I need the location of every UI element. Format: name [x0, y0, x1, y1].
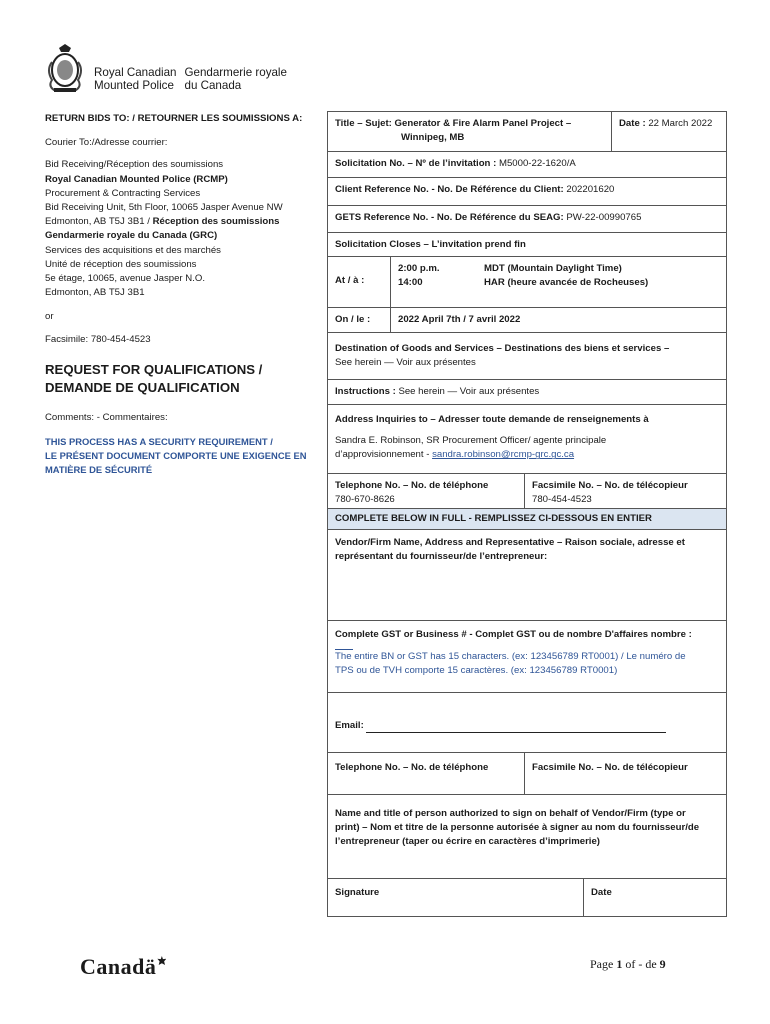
- inquiries-label: Address Inquiries to – Adresser toute demande de renseignements à: [335, 414, 649, 425]
- time-24h: 14:00: [398, 277, 423, 289]
- return-bids-heading: RETURN BIDS TO: / RETOURNER LES SOUMISSIONS A:: [45, 113, 303, 124]
- gst-blank-line: [335, 642, 353, 650]
- time-12h: 2:00 p.m.: [398, 263, 440, 274]
- client-ref-label: Client Reference No. - No. De Référence du Client:: [335, 184, 564, 195]
- vendor-row[interactable]: [328, 529, 726, 620]
- or-text: or: [45, 311, 54, 323]
- complete-below-banner: COMPLETE BELOW IN FULL - REMPLISSEZ CI-DESSOUS EN ENTIER: [328, 508, 726, 529]
- canada-wordmark: Canadä: [80, 954, 166, 980]
- comments-label: Comments: - Commentaires:: [45, 411, 168, 423]
- rcmp-crest-logo: [44, 44, 86, 94]
- client-ref-row: [328, 177, 726, 205]
- facsimile-text: Facsimile: 780-454-4523: [45, 333, 151, 345]
- title-label: Title – Sujet:: [335, 118, 392, 129]
- left-column: [45, 112, 315, 478]
- agency-name: [94, 66, 287, 92]
- vendor-label-2: représentant du fournisseur/de l’entrepreneur:: [335, 551, 548, 563]
- destination-value: See herein — Voir aux présentes: [335, 357, 476, 369]
- rfq-title: REQUEST FOR QUALIFICATIONS / DEMANDE DE QUALIFICATION: [45, 361, 263, 395]
- address-line: Services des acquisitions et des marchés: [45, 244, 221, 256]
- title-value-2: Winnipeg, MB: [401, 132, 465, 144]
- title-value: Generator & Fire Alarm Panel Project –: [394, 118, 572, 129]
- inquiries-email-link[interactable]: sandra.robinson@rcmp-grc.gc.ca: [432, 449, 575, 461]
- address-line: Royal Canadian Mounted Police (RCMP): [45, 173, 228, 185]
- flag-icon: [157, 956, 166, 965]
- address-line: Edmonton, AB T5J 3B1: [45, 287, 145, 299]
- date-label: Date :: [619, 118, 646, 129]
- authorized-label-3: l’entrepreneur (taper ou écrire en caractères d’imprimerie): [335, 836, 600, 848]
- at-row: [328, 256, 726, 307]
- agency-fr-line-2: du Canada: [184, 79, 242, 92]
- authorized-row[interactable]: [328, 794, 726, 878]
- email-row[interactable]: [328, 692, 726, 752]
- closes-row: [328, 232, 726, 256]
- solicitation-label: Solicitation No. – Nº de l’invitation :: [335, 158, 497, 169]
- inquiries-row: [328, 404, 726, 473]
- instructions-label: Instructions :: [335, 386, 396, 397]
- page-number: Page 1 of - de 9: [590, 957, 666, 971]
- closing-date: 2022 April 7th / 7 avril 2022: [398, 314, 521, 325]
- agency-en-line-2: Mounted Police: [94, 79, 174, 92]
- email-underline[interactable]: [366, 721, 666, 733]
- courier-label: Courier To:/Adresse courrier:: [45, 137, 168, 149]
- authorized-label: Name and title of person authorized to sign on behalf of Vendor/Firm (type or: [335, 808, 686, 819]
- address-line: 5e étage, 10065, avenue Jasper N.O.: [45, 273, 206, 285]
- timezone-fr: HAR (heure avancée de Rocheuses): [484, 277, 649, 289]
- signature-label: Signature: [335, 887, 380, 898]
- address-line: Bid Receiving Unit, 5th Floor, 10065 Jasper Avenue NW: [45, 202, 283, 214]
- date-value: 22 March 2022: [648, 118, 713, 129]
- inquiries-contact-2: d’approvisionnement - sandra.robinson@rcmp-grc.gc.ca: [335, 449, 575, 461]
- gst-note-2: TPS ou de TVH comporte 15 caractères. (ex: 123456789 RT0001): [335, 665, 618, 677]
- signature-row: [328, 878, 726, 916]
- gets-label: GETS Reference No. - No. De Référence du SEAG:: [335, 212, 564, 223]
- instructions-row: [328, 379, 726, 404]
- vendor-fax-label: Facsimile No. – No. de télécopieur: [532, 762, 688, 773]
- address-line: Unité de réception des soumissions: [45, 258, 197, 270]
- agency-fr-line-1: Gendarmerie royale: [184, 66, 287, 79]
- solicitation-value: M5000-22-1620/A: [498, 158, 576, 169]
- address-line: Procurement & Contracting Services: [45, 187, 201, 199]
- destination-row: [328, 332, 726, 379]
- timezone-en: MDT (Mountain Daylight Time): [484, 263, 622, 274]
- destination-label: Destination of Goods and Services – Destinations des biens et services –: [335, 343, 670, 354]
- address-line: Gendarmerie royale du Canada (GRC): [45, 230, 218, 242]
- gst-note: The entire BN or GST has 15 characters. (ex: 123456789 RT0001) / Le numéro de: [335, 651, 686, 663]
- bid-form-table: [327, 111, 727, 917]
- closes-label: Solicitation Closes – L’invitation prend fin: [335, 239, 526, 250]
- vendor-tel-label: Telephone No. – No. de téléphone: [335, 762, 489, 773]
- gst-row[interactable]: [328, 620, 726, 692]
- email-label: Email:: [335, 720, 364, 731]
- on-label: On / le :: [335, 314, 371, 325]
- vendor-telephone-row: [328, 752, 726, 794]
- gets-row: [328, 205, 726, 232]
- telephone-row: [328, 473, 726, 508]
- tel-label: Telephone No. – No. de téléphone: [335, 480, 489, 491]
- title-row: [328, 112, 726, 151]
- fax-value: 780-454-4523: [532, 494, 592, 506]
- security-notice: THIS PROCESS HAS A SECURITY REQUIREMENT / LE PRÉSENT DOCUMENT COMPORTE UNE EXIGENCE EN MATIÈRE DE SÉCURITÉ: [45, 436, 307, 476]
- agency-en-line-1: Royal Canadian: [94, 66, 177, 79]
- tel-value: 780-670-8626: [335, 494, 395, 506]
- authorized-label-2: print) – Nom et titre de la personne autorisée à signer au nom du fournisseur/de: [335, 822, 700, 834]
- solicitation-row: [328, 151, 726, 177]
- fax-label: Facsimile No. – No. de télécopieur: [532, 480, 688, 491]
- at-label: At / à :: [335, 275, 365, 286]
- gets-value: PW-22-00990765: [566, 212, 642, 223]
- address-line: Bid Receiving/Réception des soumissions: [45, 159, 224, 171]
- instructions-value: See herein — Voir aux présentes: [398, 386, 540, 397]
- client-ref-value: 202201620: [566, 184, 615, 195]
- date2-label: Date: [591, 887, 612, 898]
- inquiries-contact: Sandra E. Robinson, SR Procurement Officer/ agente principale: [335, 435, 607, 447]
- on-row: [328, 307, 726, 332]
- vendor-label: Vendor/Firm Name, Address and Representative – Raison sociale, adresse et: [335, 537, 685, 548]
- address-line: Edmonton, AB T5J 3B1 / Réception des soumissions: [45, 216, 280, 228]
- gst-label: Complete GST or Business # - Complet GST ou de nombre D'affaires nombre :: [335, 629, 692, 640]
